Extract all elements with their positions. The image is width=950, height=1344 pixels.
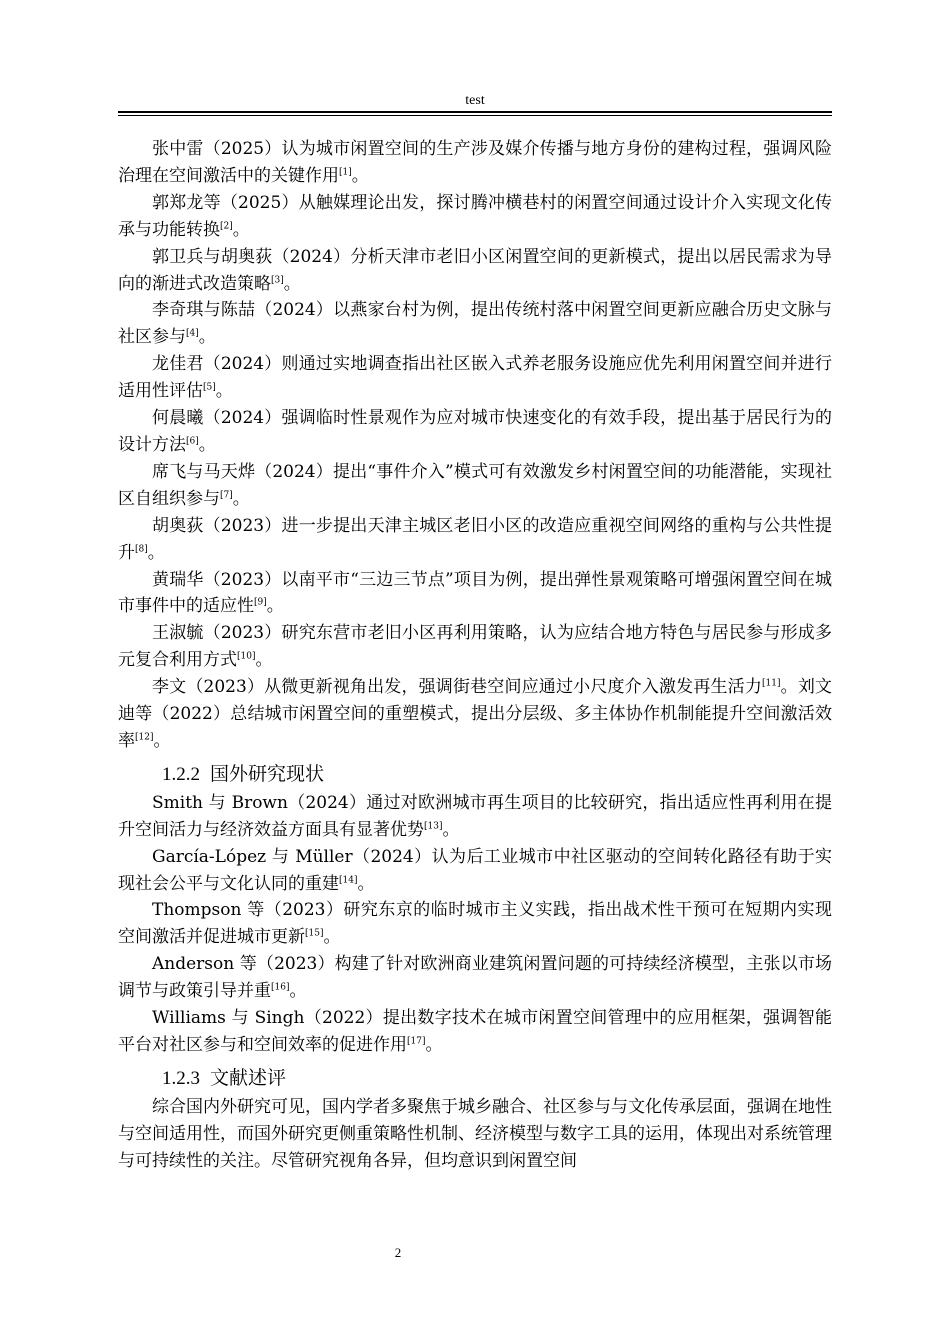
paragraph xyxy=(118,190,832,244)
paragraph xyxy=(118,513,832,567)
paragraph-text: Anderson 等（2023）构建了针对欧洲商业建筑闲置问题的可持续经济模型，主张以市场调节与政策引导并重 xyxy=(118,954,832,1002)
paragraph xyxy=(118,790,832,844)
punctuation: 。 xyxy=(147,542,165,563)
domestic-research-section xyxy=(118,136,832,674)
punctuation: 。 xyxy=(266,596,284,617)
citation-ref: [8] xyxy=(135,543,148,554)
section-number: 1.2.3 xyxy=(162,1067,200,1089)
citation-ref: [5] xyxy=(203,382,216,393)
citation-ref: [3] xyxy=(271,274,284,285)
paragraph-text: 。刘文迪等（2022）总结城市闲置空间的重塑模式，提出分层级、多主体协作机制能提升空间激活效率 xyxy=(118,677,833,751)
citation-ref: [13] xyxy=(424,821,443,832)
header-rule-thin xyxy=(118,115,832,116)
punctuation: 。 xyxy=(289,981,307,1002)
citation-ref: [7] xyxy=(220,490,233,501)
citation-ref: [4] xyxy=(186,328,199,339)
punctuation: 。 xyxy=(215,381,233,402)
punctuation: 。 xyxy=(232,488,250,509)
paragraph xyxy=(118,244,832,298)
paragraph xyxy=(118,136,832,190)
section-heading-foreign xyxy=(118,759,832,790)
punctuation: 。 xyxy=(255,650,273,671)
punctuation: 。 xyxy=(425,1035,443,1055)
section-number: 1.2.2 xyxy=(162,763,200,785)
paragraph xyxy=(118,351,832,405)
punctuation: 。 xyxy=(357,873,375,894)
paragraph-text: 李文（2023）从微更新视角出发，强调街巷空间应通过小尺度介入激发再生活力 xyxy=(152,677,763,698)
citation-ref: [10] xyxy=(237,651,256,662)
paragraph-text: García-López 与 Müller（2024）认为后工业城市中社区驱动的空间转化路径有助于实现社会公平与文化认同的重建 xyxy=(118,846,832,894)
punctuation: 。 xyxy=(198,327,216,348)
paragraph-text: 郭卫兵与胡奥荻（2024）分析天津市老旧小区闲置空间的更新模式，提出以居民需求为导向的渐进式改造策略 xyxy=(118,246,832,294)
punctuation: 。 xyxy=(198,434,216,455)
punctuation: 。 xyxy=(442,819,460,840)
paragraph-text: Smith 与 Brown（2024）通过对欧洲城市再生项目的比较研究，指出适应性再利用在提升空间活力与经济效益方面具有显著优势 xyxy=(118,792,832,840)
citation-ref: [14] xyxy=(339,874,358,885)
paragraph xyxy=(118,459,832,513)
paragraph-text: 郭郑龙等（2025）从触媒理论出发，探讨腾冲横巷村的闲置空间通过设计介入实现文化传承与功能转换 xyxy=(118,192,832,240)
citation-ref: [9] xyxy=(254,597,267,608)
paragraph xyxy=(118,297,832,351)
paragraph xyxy=(118,567,832,621)
citation-ref: [15] xyxy=(305,928,324,939)
citation-ref: [17] xyxy=(407,1036,426,1047)
paragraph xyxy=(118,620,832,674)
paragraph xyxy=(118,844,832,898)
paragraph-text: 王淑毓（2023）研究东营市老旧小区再利用策略，认为应结合地方特色与居民参与形成多元复合利用方式 xyxy=(118,623,832,671)
punctuation: 。 xyxy=(153,730,171,751)
paragraph-text: 张中雷（2025）认为城市闲置空间的生产涉及媒介传播与地方身份的建构过程，强调风险治理在空间激活中的关键作用 xyxy=(118,139,832,186)
paragraph-text: 席飞与马天烨（2024）提出“事件介入”模式可有效激发乡村闲置空间的功能潜能，实现社区自组织参与 xyxy=(118,461,832,509)
section-title: 文献述评 xyxy=(210,1066,287,1089)
punctuation: 。 xyxy=(351,165,369,186)
punctuation: 。 xyxy=(323,927,341,948)
paragraph xyxy=(118,897,832,951)
paragraph-text: 李奇琪与陈喆（2024）以燕家台村为例，提出传统村落中闲置空间更新应融合历史文脉与社区参与 xyxy=(118,300,832,348)
paragraph-text: 何晨曦（2024）强调临时性景观作为应对城市快速变化的有效手段，提出基于居民行为的设计方法 xyxy=(118,408,832,455)
paragraph-text: 龙佳君（2024）则通过实地调查指出社区嵌入式养老服务设施应优先利用闲置空间并进行适用性评估 xyxy=(118,354,832,402)
punctuation: 。 xyxy=(232,219,250,240)
section-title: 国外研究现状 xyxy=(210,762,325,785)
paragraph-text: 黄瑞华（2023）以南平市“三边三节点”项目为例，提出弹性景观策略可增强闲置空间在城市事件中的适应性 xyxy=(118,569,832,617)
header-rule-thick xyxy=(118,111,832,113)
page-number: 2 xyxy=(394,1245,402,1260)
citation-ref: [11] xyxy=(762,678,781,689)
citation-ref: [1] xyxy=(339,167,352,178)
punctuation: 。 xyxy=(283,273,301,294)
citation-ref: [16] xyxy=(271,982,290,993)
citation-ref: [6] xyxy=(186,436,199,447)
paragraph xyxy=(118,674,832,755)
foreign-research-section xyxy=(118,790,832,1059)
paragraph-text: Thompson 等（2023）研究东京的临时城市主义实践，指出战术性干预可在短期内实现空间激活并促进城市更新 xyxy=(118,900,832,948)
section-heading-review xyxy=(118,1063,832,1094)
running-header: test xyxy=(465,93,485,108)
paragraph xyxy=(118,405,832,459)
paragraph-text: Williams 与 Singh（2022）提出数字技术在城市闲置空间管理中的应用框架，强调智能平台对社区参与和空间效率的促进作用 xyxy=(118,1008,832,1055)
paragraph-text: 胡奥荻（2023）进一步提出天津主城区老旧小区的改造应重视空间网络的重构与公共性提升 xyxy=(118,515,832,563)
citation-ref: [12] xyxy=(135,732,154,743)
body-text xyxy=(118,136,832,1175)
review-paragraph: 综合国内外研究可见，国内学者多聚焦于城乡融合、社区参与与文化传承层面，强调在地性与空间适用性，而国外研究更侧重策略性机制、经济模型与数字工具的运用，体现出对系统管理与可持续性的关注。尽管研究视角各异，但均意识到闲置空间 xyxy=(118,1096,832,1171)
paragraph xyxy=(118,1005,832,1059)
paragraph xyxy=(118,951,832,1005)
citation-ref: [2] xyxy=(220,221,233,232)
